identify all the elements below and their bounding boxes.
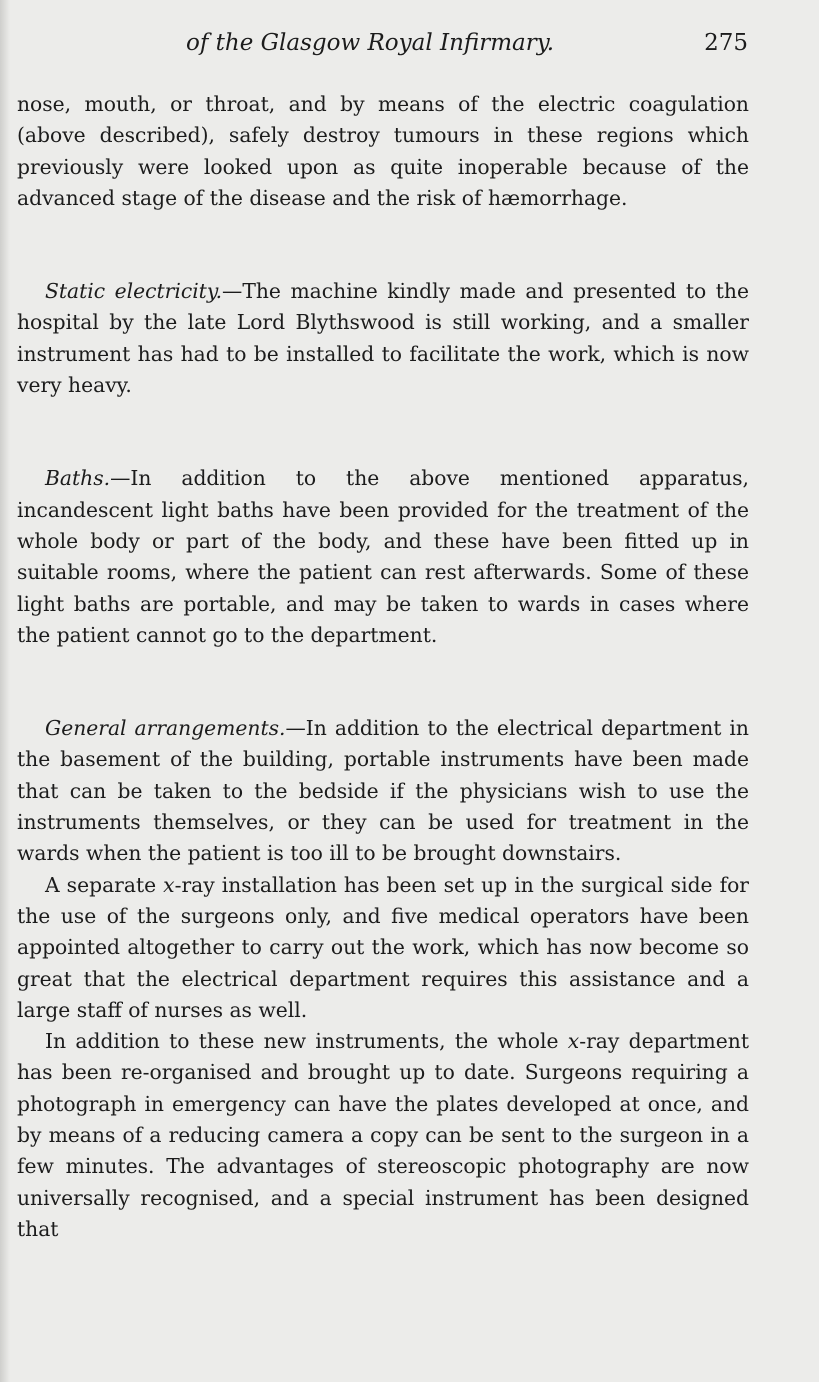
italic-x: x: [567, 1029, 580, 1054]
paragraph-separate-xray: [17, 870, 749, 1026]
body-text: [17, 89, 749, 1245]
spine-shadow: [0, 0, 10, 1382]
paragraph-static-electricity: [17, 276, 749, 401]
paragraph-text: -ray department has been re-organised and brought up to date. Surgeons requiring a photograph in emergency can have the plates developed at once, and by means of a reducing camera a copy can be sent to the surgeon in a few minutes. The advantages of stereoscopic photography are now universally recognised, and a special instrument has been designed that: [17, 1029, 749, 1241]
paragraph-general-arrangements: [17, 713, 749, 869]
section-heading: General arrangements.: [45, 716, 286, 741]
paragraph-lead: A separate: [45, 872, 164, 897]
paragraph-text: -ray installation has been set up in the surgical side for the use of the surgeons only, and five medical operators have been appointed altogether to carry out the work, which has now become so great that the electrical department requires this assistance and a large staff of nurses as well.: [17, 872, 750, 1022]
paragraph-text: —The machine kindly made and presented to the hospital by the late Lord Blythswood is still working, and a smaller instrument has had to be installed to facilitate the work, which is now very heavy.: [17, 279, 749, 398]
page-number: 275: [704, 30, 748, 56]
paragraph-text: —In addition to the electrical department in the basement of the building, portable instruments have been made that can be taken to the bedside if the physicians wish to use the instruments themselves, or they can be used for treatment in the wards when the patient is too ill to be brought downstairs.: [17, 716, 749, 866]
running-title: of the Glasgow Royal Infirmary.: [186, 30, 554, 56]
section-heading: Baths.: [45, 466, 111, 491]
section-heading: Static electricity.: [45, 279, 223, 304]
paragraph-text: —In addition to the above mentioned apparatus, incandescent light baths have been provided for the treatment of the whole body or part of the body, and these have been fitted up in suitable rooms, where the patient can rest afterwards. Some of these light baths are portable, and may be taken to wards in cases where the patient cannot go to the department.: [17, 466, 749, 647]
paragraph-baths: [17, 463, 749, 651]
running-head: [186, 30, 748, 64]
paragraph-lead: In addition to these new instruments, the whole: [45, 1029, 568, 1054]
italic-x: x: [163, 872, 175, 897]
paragraph-continuation: [17, 89, 749, 214]
paragraph-xray-department: [17, 1026, 749, 1245]
paragraph-text: nose, mouth, or throat, and by means of the electric coagulation (above described), safely destroy tumours in these regions which previously were looked upon as quite inoperable because of the advanced stage of the disease and the risk of hæmorrhage.: [17, 92, 749, 210]
